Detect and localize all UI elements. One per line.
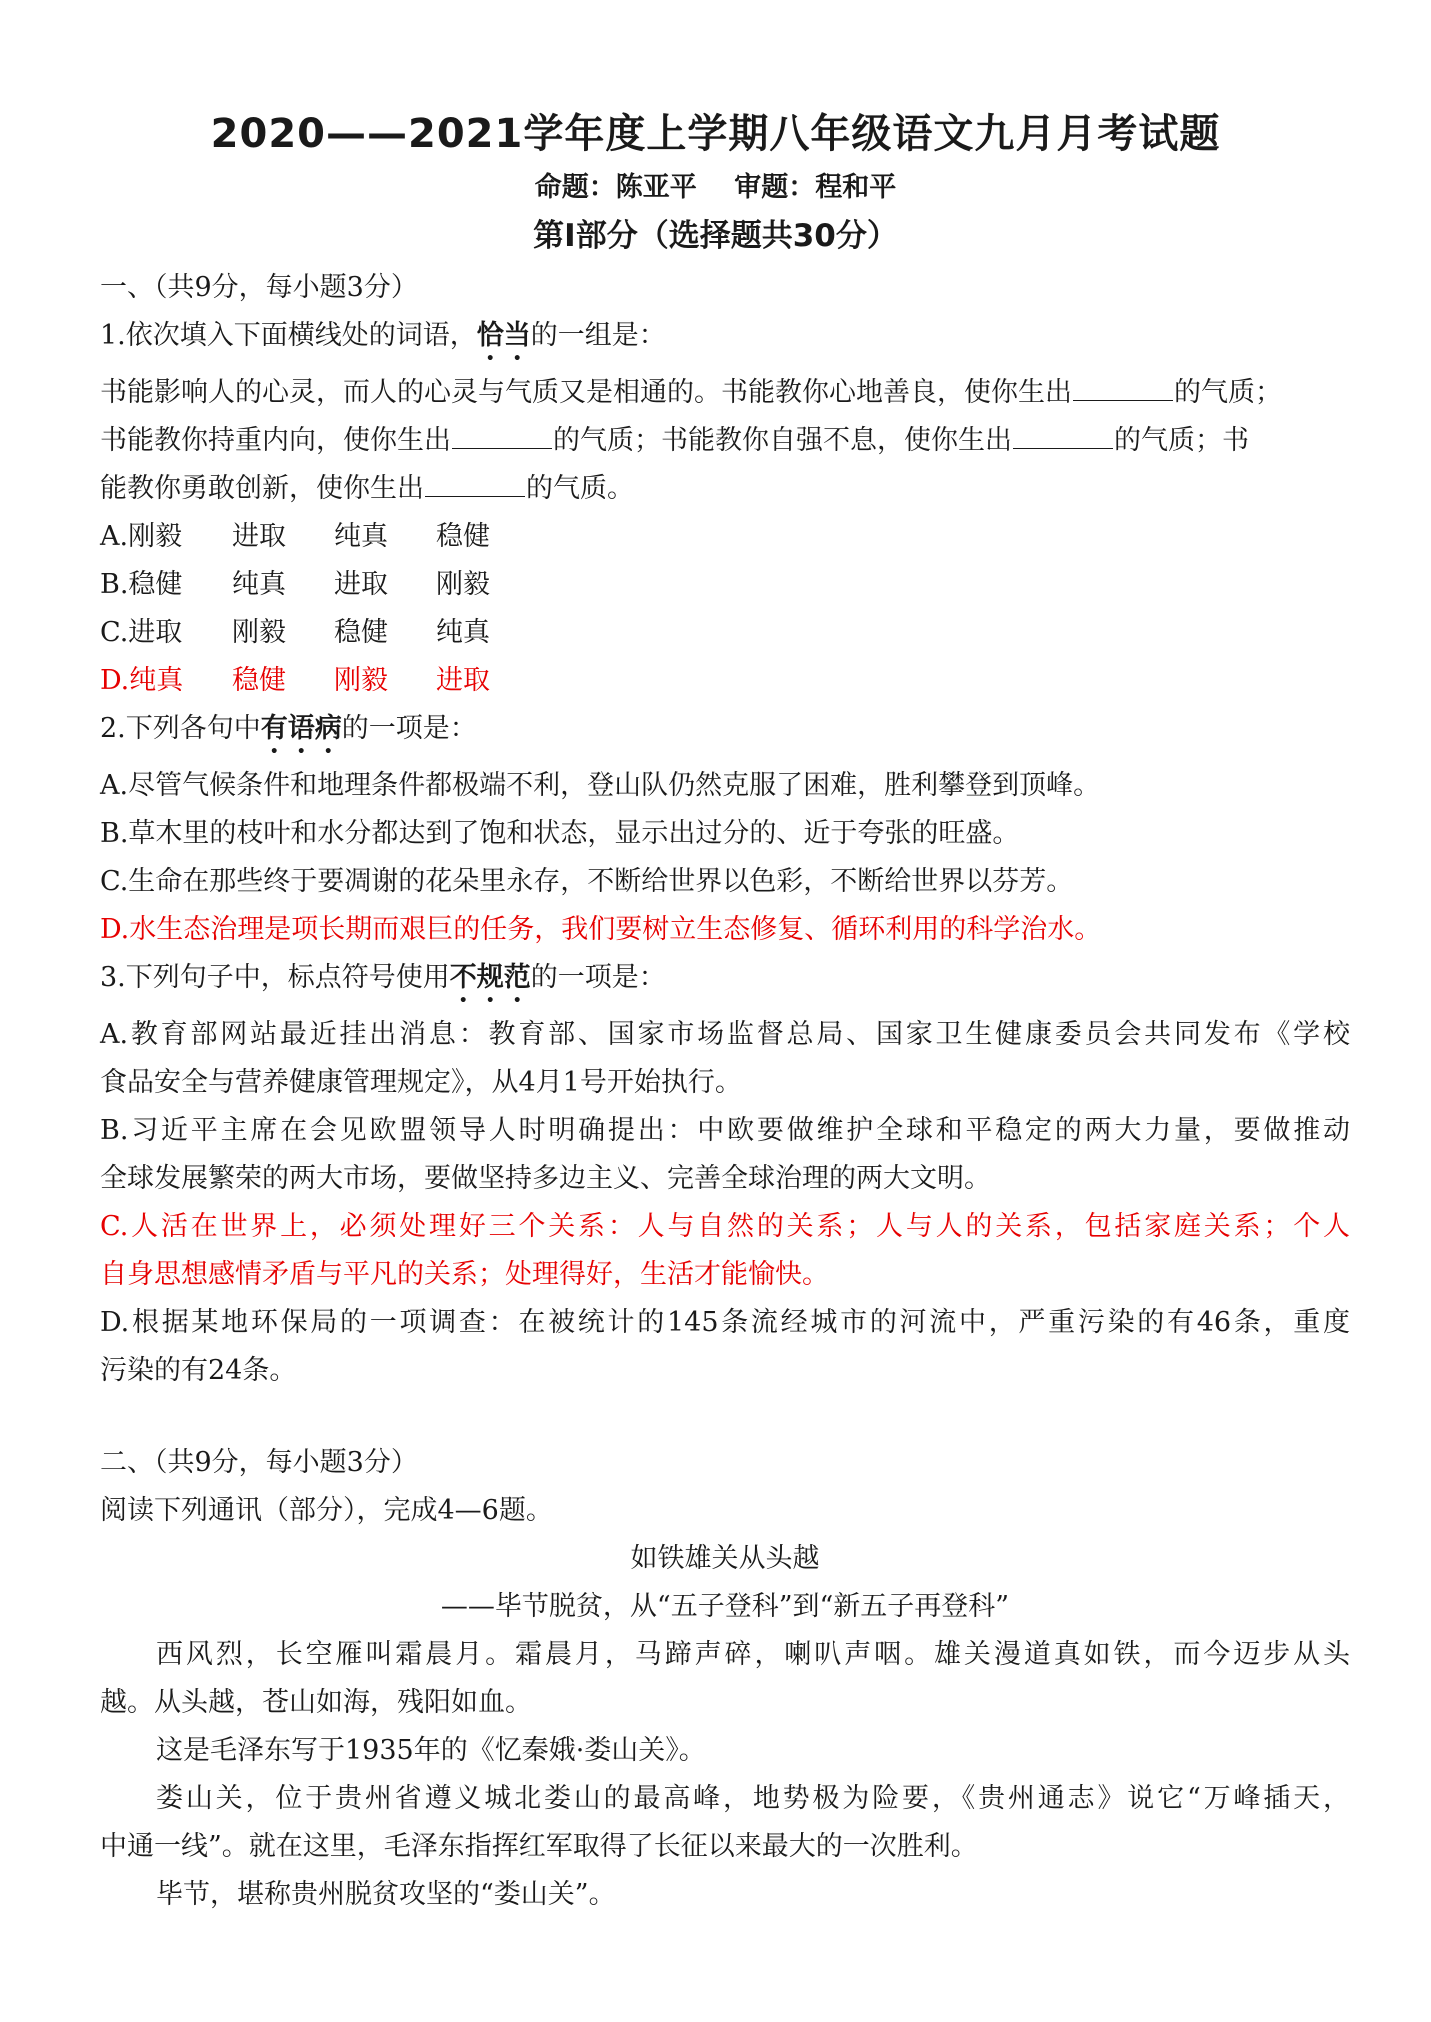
- answer-blank: [1073, 370, 1173, 401]
- q3-option-a: A.教育部网站最近挂出消息：教育部、国家市场监督总局、国家卫生健康委员会共同发布《学校: [100, 1019, 1350, 1050]
- answer-blank: [425, 466, 525, 497]
- q3-option-d: D.根据某地环保局的一项调查：在被统计的145条流经城市的河流中，严重污染的有46条，重度: [100, 1307, 1350, 1338]
- q1-option-a: A.刚毅 进取 纯真 稳健: [100, 521, 490, 552]
- q1-key-word: 恰当: [476, 320, 531, 351]
- q3-option-a-cont: 食品安全与营养健康管理规定》，从4月1号开始执行。: [100, 1067, 742, 1098]
- q3-stem: 3.下列句子中，标点符号使用不规范的一项是：: [100, 962, 666, 993]
- q1-option-d-answer: D.纯真 稳健 刚毅 进取: [100, 665, 490, 696]
- reading-intro: 阅读下列通讯（部分），完成4—6题。: [100, 1495, 553, 1526]
- article-paragraph: 娄山关，位于贵州省遵义城北娄山的最高峰，地势极为险要，《贵州通志》说它“万峰插天，: [156, 1783, 1350, 1814]
- q3-option-b-cont: 全球发展繁荣的两大市场，要做坚持多边主义、完善全球治理的两大文明。: [100, 1163, 991, 1194]
- exam-title: 2020——2021学年度上学期八年级语文九月月考试题: [210, 111, 1221, 157]
- q1-stem: 1.依次填入下面横线处的词语，恰当的一组是：: [100, 320, 666, 351]
- section1-heading: 一、（共9分，每小题3分）: [100, 272, 418, 303]
- answer-blank: [452, 418, 552, 449]
- q2-option-b: B.草木里的枝叶和水分都达到了饱和状态，显示出过分的、近于夸张的旺盛。: [100, 818, 1020, 849]
- part-title: 第Ⅰ部分（选择题共30分）: [533, 218, 898, 254]
- article-paragraph-cont: 中通一线”。就在这里，毛泽东指挥红军取得了长征以来最大的一次胜利。: [100, 1831, 978, 1862]
- answer-blank: [1013, 418, 1113, 449]
- author-line: [0, 165, 1431, 204]
- q1-option-c: C.进取 刚毅 稳健 纯真: [100, 617, 490, 648]
- q3-option-b: B.习近平主席在会见欧盟领导人时明确提出：中欧要做维护全球和平稳定的两大力量，要做推动: [100, 1115, 1350, 1146]
- q2-option-a: A.尽管气候条件和地理条件都极端不利，登山队仍然克服了困难，胜利攀登到顶峰。: [100, 770, 1101, 801]
- article-title: 如铁雄关从头越: [630, 1543, 820, 1574]
- q1-option-b: B.稳健 纯真 进取 刚毅: [100, 569, 490, 600]
- q2-stem: 2.下列各句中有语病的一项是：: [100, 713, 477, 744]
- q3-option-d-cont: 污染的有24条。: [100, 1355, 297, 1386]
- section2-heading: 二、（共9分，每小题3分）: [100, 1447, 418, 1478]
- article-subtitle: ——毕节脱贫，从“五子登科”到“新五子再登科”: [440, 1591, 1010, 1622]
- exam-content: [100, 264, 1350, 1919]
- q2-key-word: 有语病: [260, 713, 342, 744]
- q3-option-c-answer: C.人活在世界上，必须处理好三个关系：人与自然的关系；人与人的关系，包括家庭关系；个人: [100, 1211, 1350, 1242]
- article-paragraph: 毕节，堪称贵州脱贫攻坚的“娄山关”。: [156, 1879, 616, 1910]
- q1-passage-line: 书能影响人的心灵，而人的心灵与气质又是相通的。书能教你心地善良，使你生出 的气质；: [100, 369, 1350, 417]
- article-paragraph: 这是毛泽东写于1935年的《忆秦娥·娄山关》。: [156, 1735, 706, 1766]
- q1-passage-line: 能教你勇敢创新，使你生出 的气质。: [100, 465, 1350, 513]
- article-paragraph-cont: 越。从头越，苍山如海，残阳如血。: [100, 1687, 532, 1718]
- q3-key-word: 不规范: [449, 962, 531, 993]
- q2-option-d-answer: D.水生态治理是项长期而艰巨的任务，我们要树立生态修复、循环利用的科学治水。: [100, 914, 1102, 945]
- article-paragraph: 西风烈，长空雁叫霜晨月。霜晨月，马蹄声碎，喇叭声咽。雄关漫道真如铁，而今迈步从头: [156, 1639, 1350, 1670]
- author: 命题：陈亚平: [534, 172, 697, 203]
- q1-passage-line: 书能教你持重内向，使你生出 的气质；书能教你自强不息，使你生出 的气质；书: [100, 417, 1350, 465]
- q3-option-c-answer-cont: 自身思想感情矛盾与平凡的关系；处理得好，生活才能愉快。: [100, 1259, 829, 1290]
- reviewer: 审题：程和平: [734, 172, 897, 203]
- q2-option-c: C.生命在那些终于要凋谢的花朵里永存，不断给世界以色彩，不断给世界以芬芳。: [100, 866, 1074, 897]
